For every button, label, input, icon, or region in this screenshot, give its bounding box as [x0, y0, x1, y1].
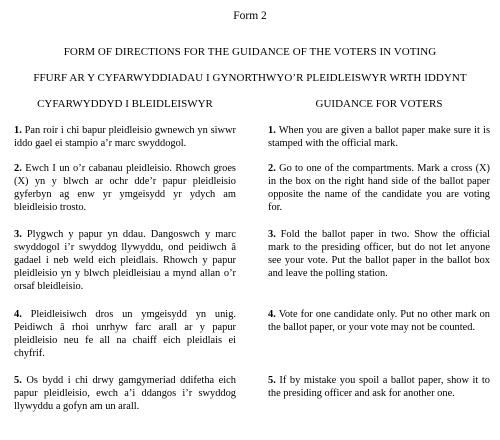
english-item-1 — [268, 124, 490, 150]
item-number: 1. — [14, 125, 22, 136]
english-item-5 — [268, 374, 490, 400]
welsh-item-5 — [14, 374, 236, 413]
item-number: 3. — [268, 229, 276, 240]
english-item-2 — [268, 162, 490, 214]
welsh-title: FFURF AR Y CYFARWYDDIADAU I GYNORTHWYO’R PLEIDLEISWYR WRTH IDDYNT — [33, 72, 467, 84]
item-text: If by mistake you spoil a ballot paper, show it to the presiding officer and ask for another one. — [268, 375, 490, 399]
item-number: 5. — [14, 375, 22, 386]
welsh-item-2 — [14, 162, 236, 214]
welsh-item-4 — [14, 308, 236, 360]
item-number: 3. — [14, 229, 22, 240]
item-text: Fold the ballot paper in two. Show the official mark to the presiding officer, but do not let anyone see your vote. Put the ballot paper in the ballot box and leave the polling station. — [268, 229, 490, 279]
item-number: 4. — [14, 309, 22, 320]
item-text: Os bydd i chi drwy gamgymeriad ddifetha eich papur pleidleisio, ewch a’i ddangos i’r swyddog llywyddu a gofyn am un arall. — [14, 375, 236, 412]
item-text: Pan roir i chi bapur pleidleisio gwnewch yn siwwr iddo gael ei stampio a’r marc swyddogol. — [14, 125, 236, 149]
english-item-3 — [268, 228, 490, 280]
item-number: 1. — [268, 125, 276, 136]
english-column-heading: GUIDANCE FOR VOTERS — [315, 98, 443, 110]
item-text: Plygwch y papur yn ddau. Dangoswch y marc swyddogol i’r swyddog llywyddu, ond peidiwch â gadael i neb weld eich pleidlais. Rhowch y papur pleidleisio yn y blwch pleidleisiau a mynd allan o’r orsaf bleidleisio. — [14, 229, 237, 292]
item-text: When you are given a ballot paper make sure it is stamped with the official mark. — [268, 125, 490, 149]
welsh-column-heading: CYFARWYDDYD I BLEIDLEISWYR — [37, 98, 213, 110]
item-text: Go to one of the compartments. Mark a cross (X) in the box on the right hand side of the ballot paper opposite the name of the candidate you are voting for. — [268, 163, 490, 213]
item-number: 5. — [268, 375, 276, 386]
english-title: FORM OF DIRECTIONS FOR THE GUIDANCE OF THE VOTERS IN VOTING — [63, 46, 437, 58]
form-number-label: Form 2 — [233, 10, 267, 22]
item-number: 2. — [14, 163, 22, 174]
item-text: Vote for one candidate only. Put no other mark on the ballot paper, or your vote may not be counted. — [268, 309, 490, 333]
item-text: Ewch I un o’r cabanau pleidleisio. Rhowch groes (X) yn y blwch ar ochr dde’r papur pleidleisio gyferbyn ag enw yr ymgeisydd yr ydych am bleidleisio trosto. — [14, 163, 236, 213]
item-number: 4. — [268, 309, 276, 320]
item-text: Pleidleisiwch dros un ymgeisydd yn unig. Peidiwch â rhoi unrhyw farc arall ar y papur pleidleisio neu fe all na chaiff eich pleidlais ei chyfrif. — [14, 309, 236, 359]
welsh-item-3 — [14, 228, 236, 293]
item-number: 2. — [268, 163, 276, 174]
welsh-item-1 — [14, 124, 236, 150]
english-item-4 — [268, 308, 490, 334]
